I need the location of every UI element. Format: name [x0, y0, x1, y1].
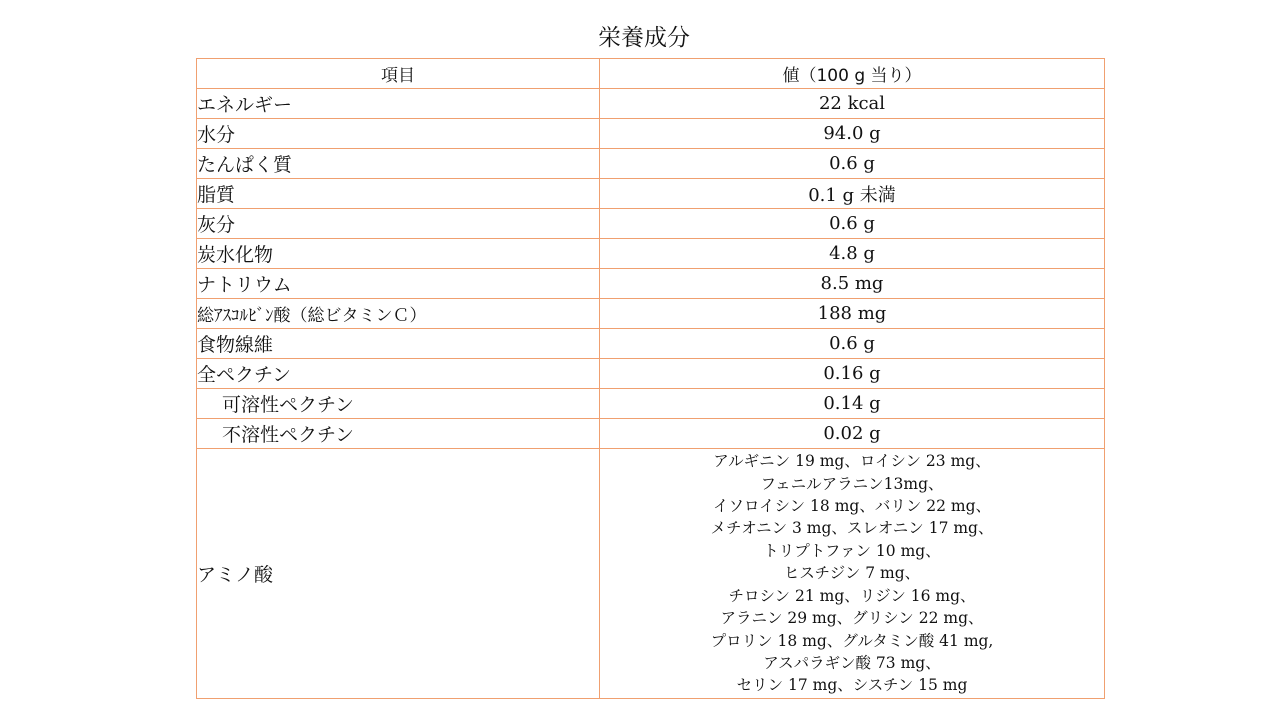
table-row: [197, 269, 1105, 299]
amino-line: フェニルアラニン13mg、: [760, 474, 944, 493]
amino-acid-values: [600, 449, 1105, 699]
row-value: 0.6 g: [600, 329, 1105, 359]
table-row: [197, 119, 1105, 149]
amino-line: アラニン 29 mg、グリシン 22 mg、: [720, 609, 984, 628]
row-name: ナトリウム: [197, 269, 600, 299]
amino-line: イソロイシン 18 mg、バリン 22 mg、: [712, 497, 992, 516]
row-value: 0.14 g: [600, 389, 1105, 419]
amino-line: プロリン 18 mg、グルタミン酸 41 mg,: [710, 631, 994, 650]
row-name: 灰分: [197, 209, 600, 239]
row-value: 0.02 g: [600, 419, 1105, 449]
row-name: 総ｱｽｺﾙﾋﾞﾝ酸（総ビタミンＣ）: [197, 299, 600, 329]
table-row: [197, 149, 1105, 179]
row-name: 全ペクチン: [197, 359, 600, 389]
table-row: [197, 89, 1105, 119]
row-value: 0.6 g: [600, 209, 1105, 239]
table-row: [197, 209, 1105, 239]
row-value: 22 kcal: [600, 89, 1105, 119]
page-title: 栄養成分: [598, 25, 690, 51]
table-row: [197, 239, 1105, 269]
row-value: 0.1 g 未満: [600, 179, 1105, 209]
table-row: [197, 299, 1105, 329]
row-name: 食物線維: [197, 329, 600, 359]
amino-line: トリプトファン 10 mg、: [763, 541, 941, 560]
table-row: [197, 329, 1105, 359]
row-name: 可溶性ペクチン: [197, 389, 600, 419]
row-value: 188 mg: [600, 299, 1105, 329]
amino-line: チロシン 21 mg、リジン 16 mg、: [728, 586, 976, 605]
table-row: [197, 179, 1105, 209]
amino-line: ヒスチジン 7 mg、: [783, 564, 921, 583]
row-value: 94.0 g: [600, 119, 1105, 149]
row-name: 水分: [197, 119, 600, 149]
row-value: 4.8 g: [600, 239, 1105, 269]
row-name: たんぱく質: [197, 149, 600, 179]
table-row: [197, 389, 1105, 419]
amino-line: メチオニン 3 mg、スレオニン 17 mg、: [710, 519, 994, 538]
table-row-amino-acids: [197, 449, 1105, 699]
row-value: 0.6 g: [600, 149, 1105, 179]
row-name: エネルギー: [197, 89, 600, 119]
row-name: 不溶性ペクチン: [197, 419, 600, 449]
row-name: 脂質: [197, 179, 600, 209]
amino-line: アスパラギン酸 73 mg、: [763, 653, 941, 672]
row-value: 8.5 mg: [600, 269, 1105, 299]
table-row: [197, 419, 1105, 449]
amino-line: アルギニン 19 mg、ロイシン 23 mg、: [713, 452, 991, 471]
row-name: 炭水化物: [197, 239, 600, 269]
table-row: [197, 359, 1105, 389]
table-header-row: [197, 59, 1105, 89]
row-name: アミノ酸: [197, 449, 600, 699]
header-item: 項目: [197, 59, 600, 89]
row-value: 0.16 g: [600, 359, 1105, 389]
nutrition-table: [196, 58, 1105, 699]
amino-line: セリン 17 mg、シスチン 15 mg: [736, 676, 968, 695]
header-value: 値（100 g 当り）: [600, 59, 1105, 89]
